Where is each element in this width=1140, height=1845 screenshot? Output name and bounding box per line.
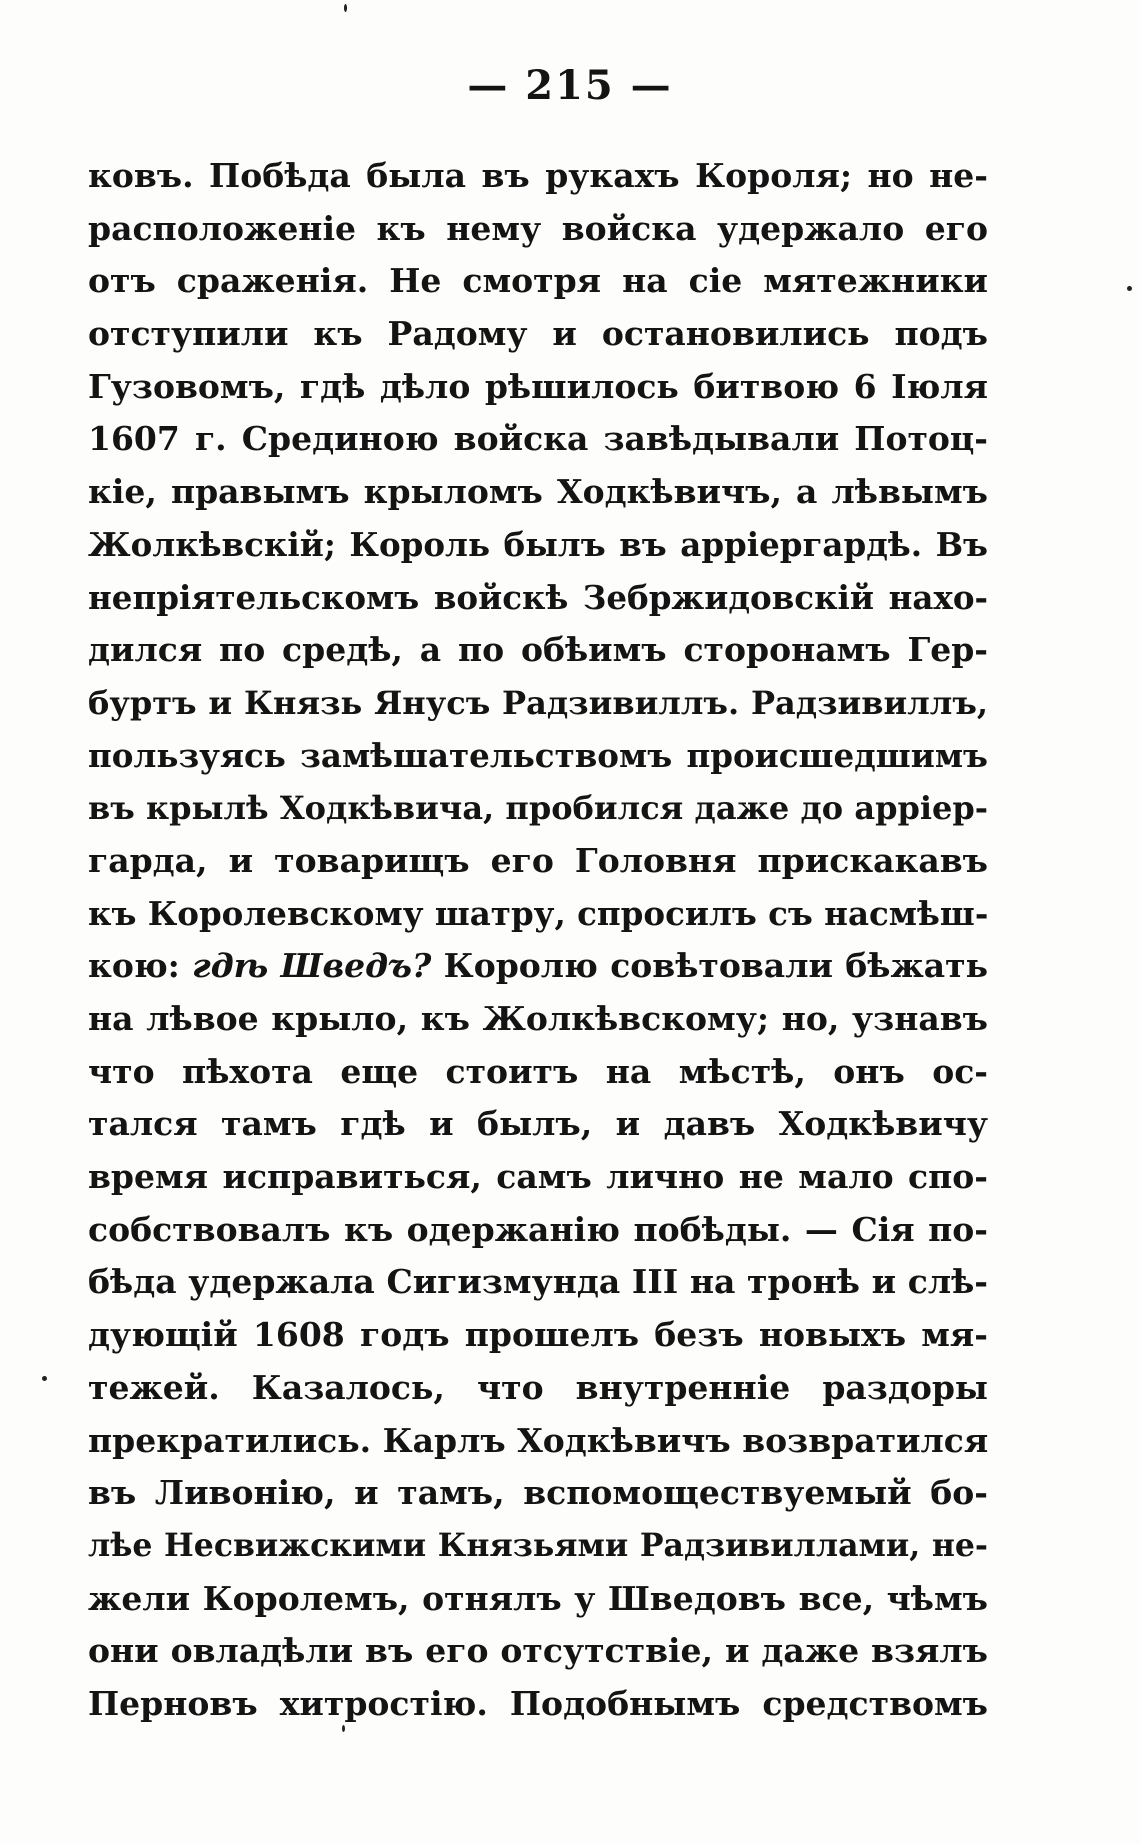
print-speck [42,1376,47,1381]
text-line: отступили къ Радому и остановились подъ [88,314,988,354]
text-line: расположеніе къ нему войска удержало его [88,208,988,248]
text-line: собствовалъ къ одержанію побѣды. — Сія по- [88,1209,988,1249]
text-line: жели Королемъ, отнялъ у Шведовъ все, чѣмъ [88,1578,988,1618]
page-number: — 215 — [467,62,673,109]
text-line: въ крылѣ Ходкѣвича, пробился даже до арріер- [88,789,988,828]
text-line: время исправиться, самъ лично не мало спо- [88,1157,988,1197]
text-line: гарда, и товарищъ его Головня прискакавъ [88,840,988,880]
text-line: Жолкѣвскій; Король былъ въ арріергардѣ. Въ [88,524,988,564]
italic-quote: гдѣ Шведъ? [192,946,432,986]
print-speck [342,1725,345,1732]
text-line: въ Ливонію, и тамъ, вспомоществуемый бо- [88,1473,988,1513]
text-line: буртъ и Князь Янусъ Радзивиллъ. Радзивиллъ, [88,683,988,722]
line-end: Королю совѣтовали бѣжать [431,946,988,986]
text-line: ковъ. Побѣда была въ рукахъ Короля; но не- [88,156,988,195]
text-line: тался тамъ гдѣ и былъ, и давъ Ходкѣвичу [88,1104,988,1144]
print-speck [1127,286,1132,291]
print-speck [344,4,347,12]
text-line: къ Королевскому шатру, спросилъ съ насмѣш- [88,893,988,933]
text-line: 1607 г. Срединою войска завѣдывали Потоц- [88,419,988,459]
text-line: тежей. Казалось, что внутренніе раздоры [88,1367,988,1407]
text-line: кіе, правымъ крыломъ Ходкѣвичъ, а лѣвымъ [88,472,988,512]
text-line: лѣе Несвижскими Князьями Радзивиллами, не- [88,1526,988,1564]
text-line: дился по средѣ, а по обѣимъ сторонамъ Гер- [88,630,988,670]
text-line: они овладѣли въ его отсутствіе, и даже взялъ [88,1631,988,1671]
text-line: непріятельскомъ войскѣ Зебржидовскій нахо- [88,577,988,617]
text-line: Перновъ хитростію. Подобнымъ средствомъ [88,1683,988,1723]
text-line: что пѣхота еще стоитъ на мѣстѣ, онъ ос- [88,1051,988,1091]
body-text [88,150,988,1731]
text-line: на лѣвое крыло, къ Жолкѣвскому; но, узнавъ [88,999,988,1038]
text-line: дующій 1608 годъ прошелъ безъ новыхъ мя- [88,1315,988,1355]
text-line: прекратились. Карлъ Ходкѣвичъ возвратился [88,1420,988,1460]
text-line: Гузовомъ, гдѣ дѣло рѣшилось битвою 6 Іюля [88,366,988,406]
line-start: кою: [88,946,193,986]
text-line: бѣда удержала Сигизмунда III на тронѣ и слѣ- [88,1262,988,1302]
text-line-with-italic [88,940,988,993]
text-line: пользуясь замѣшательствомъ происшедшимъ [88,735,988,775]
text-line: отъ сраженія. Не смотря на сіе мятежники [88,261,988,301]
